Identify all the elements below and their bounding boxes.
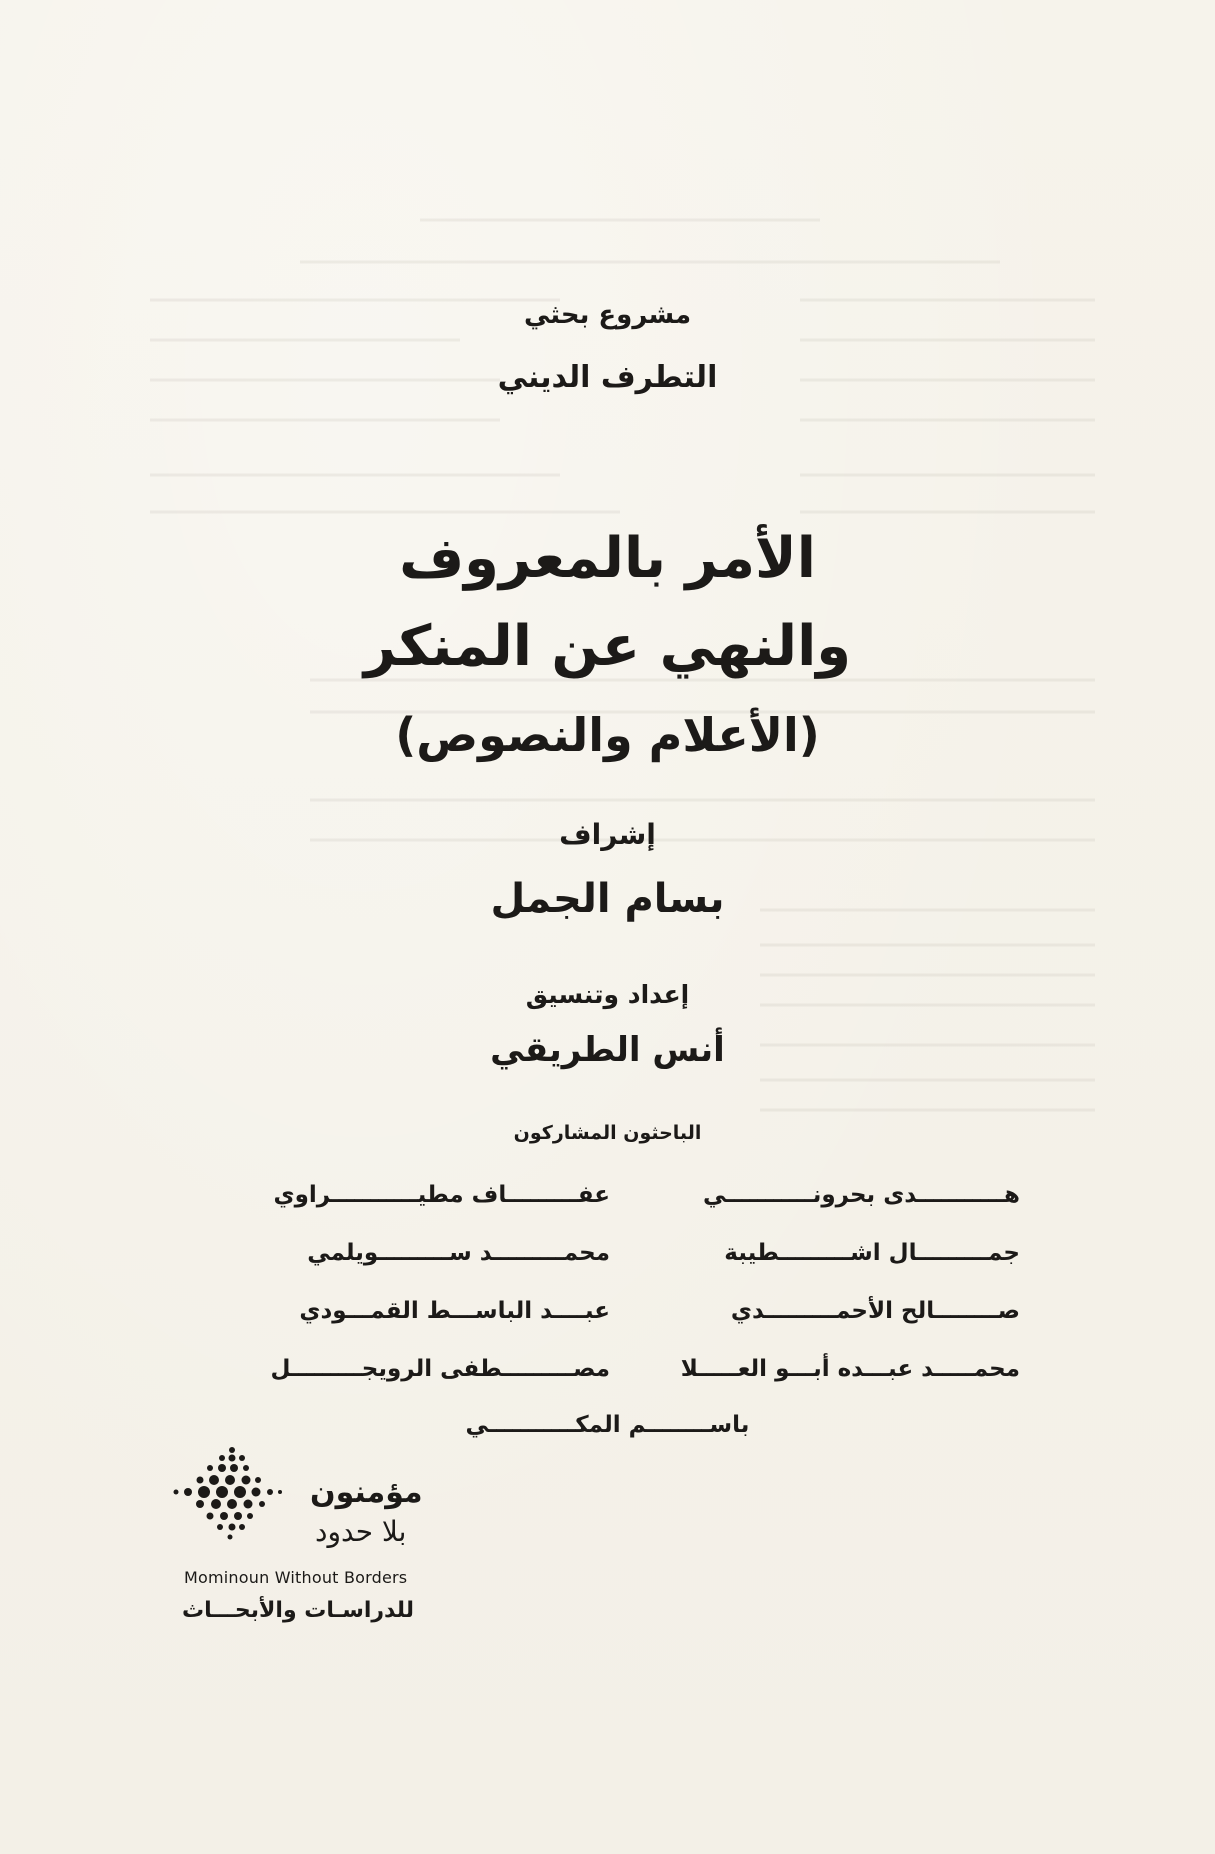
researchers-label: الباحثون المشاركون — [513, 1122, 702, 1144]
researcher-name: جمـــــــــال اشـــــــــطيبة — [724, 1240, 1020, 1266]
supervisor-name: بسام الجمل — [490, 876, 725, 922]
project-name: التطرف الديني — [497, 360, 718, 395]
publisher-name-ar-sub: بلا حدود — [315, 1515, 407, 1548]
book-title-line-2: والنهي عن المنكر — [363, 614, 852, 679]
researcher-name: صــــــــالح الأحمـــــــــدي — [730, 1298, 1020, 1324]
researcher-name: هـــــــــــدى بحرونـــــــــــي — [703, 1182, 1020, 1208]
researcher-name: محمـــــد عبـــده أبـــو العـــــلا — [680, 1356, 1020, 1382]
book-title-line-3: (الأعلام والنصوص) — [395, 708, 820, 762]
researcher-name: محمـــــــــد ســـــــــويلمي — [307, 1240, 610, 1266]
researcher-name: باســــــــم المكـــــــــــي — [465, 1412, 750, 1438]
researcher-name: عبــــد الباســـط القمـــودي — [299, 1298, 610, 1324]
publisher-tagline: للدراسـات والأبحـــاث — [182, 1598, 414, 1623]
researcher-name: مصـــــــــطفى الرويجـــــــــل — [270, 1356, 610, 1382]
publisher-name-ar: مؤمنون — [310, 1475, 423, 1510]
supervision-label: إشراف — [559, 818, 656, 851]
publisher-logo — [170, 1440, 470, 1640]
publisher-name-en: Mominoun Without Borders — [184, 1568, 408, 1587]
book-title — [0, 515, 1215, 779]
coordinator-name: أنس الطريقي — [490, 1030, 725, 1070]
researcher-name: عفـــــــــاف مطيـــــــــــراوي — [273, 1182, 610, 1208]
dots-emblem-icon — [170, 1440, 290, 1560]
project-label: مشروع بحثي — [523, 300, 692, 330]
book-title-line-1: الأمر بالمعروف — [399, 526, 816, 591]
coordination-label: إعداد وتنسيق — [525, 980, 690, 1009]
